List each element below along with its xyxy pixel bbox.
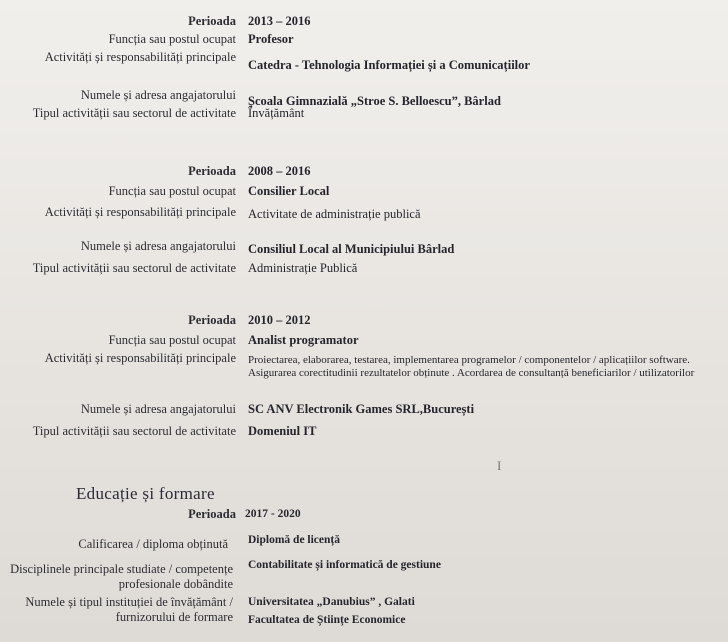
- period-value: 2008 – 2016: [248, 164, 311, 178]
- period-value: 2017 - 2020: [245, 508, 301, 520]
- activities-value: Proiectarea, elaborarea, testarea, implementarea programelor / componentelor / aplicațiilor software. Asigurarea corectitudinii rezultatelor obținute . Acordarea de consultanță beneficiarilor / utilizatorilor: [248, 354, 695, 379]
- activities-value: Activitate de administrație publică: [248, 207, 421, 221]
- sector-label: Tipul activității sau sectorul de activitate: [32, 106, 236, 120]
- period-label: Perioada: [188, 14, 236, 28]
- function-label: Funcția sau postul ocupat: [108, 32, 236, 46]
- subjects-value: Contabilitate și informatică de gestiune: [248, 559, 441, 571]
- activities-value: Catedra - Tehnologia Informației și a Comunicațiilor: [248, 58, 530, 72]
- sector-value: Învățământ: [248, 106, 305, 120]
- qualification-label: Calificarea / diploma obținută: [78, 537, 228, 551]
- employer-value: SC ANV Electronik Games SRL,București: [248, 402, 475, 416]
- employer-value: Consiliul Local al Municipiului Bârlad: [248, 242, 455, 256]
- period-label: Perioada: [188, 507, 236, 521]
- function-value: Consilier Local: [248, 184, 330, 198]
- sector-value: Domeniul IT: [248, 424, 317, 438]
- employer-value: Școala Gimnazială „Stroe S. Belloescu”, Bârlad: [248, 94, 501, 108]
- activities-label: Activități și responsabilități principale: [44, 351, 236, 365]
- institution-value-1: Universitatea „Danubius” , Galati: [248, 596, 415, 608]
- employer-label: Numele și adresa angajatorului: [80, 402, 236, 416]
- function-label: Funcția sau postul ocupat: [108, 333, 236, 347]
- period-label: Perioada: [188, 313, 236, 327]
- function-value: Profesor: [248, 32, 294, 46]
- sector-label: Tipul activității sau sectorul de activitate: [32, 424, 236, 438]
- qualification-value: Diplomă de licență: [248, 534, 340, 546]
- sector-value: Administrație Publică: [248, 261, 358, 275]
- institution-label: Numele și tipul instituției de învățământ / furnizorului de formare: [25, 595, 233, 624]
- activities-label: Activități și responsabilități principale: [44, 205, 236, 219]
- sector-label: Tipul activității sau sectorul de activitate: [32, 261, 236, 275]
- employer-label: Numele și adresa angajatorului: [80, 88, 236, 102]
- text-cursor-icon: I: [497, 458, 502, 473]
- period-value: 2013 – 2016: [248, 14, 311, 28]
- employer-label: Numele și adresa angajatorului: [80, 239, 236, 253]
- education-heading: Educație și formare: [76, 484, 215, 503]
- subjects-label: Disciplinele principale studiate / competențe profesionale dobândite: [10, 562, 233, 591]
- function-label: Funcția sau postul ocupat: [108, 184, 236, 198]
- period-value: 2010 – 2012: [248, 313, 311, 327]
- institution-value-2: Facultatea de Științe Economice: [248, 614, 406, 626]
- function-value: Analist programator: [248, 333, 359, 347]
- activities-label: Activități și responsabilități principale: [44, 50, 236, 64]
- period-label: Perioada: [188, 164, 236, 178]
